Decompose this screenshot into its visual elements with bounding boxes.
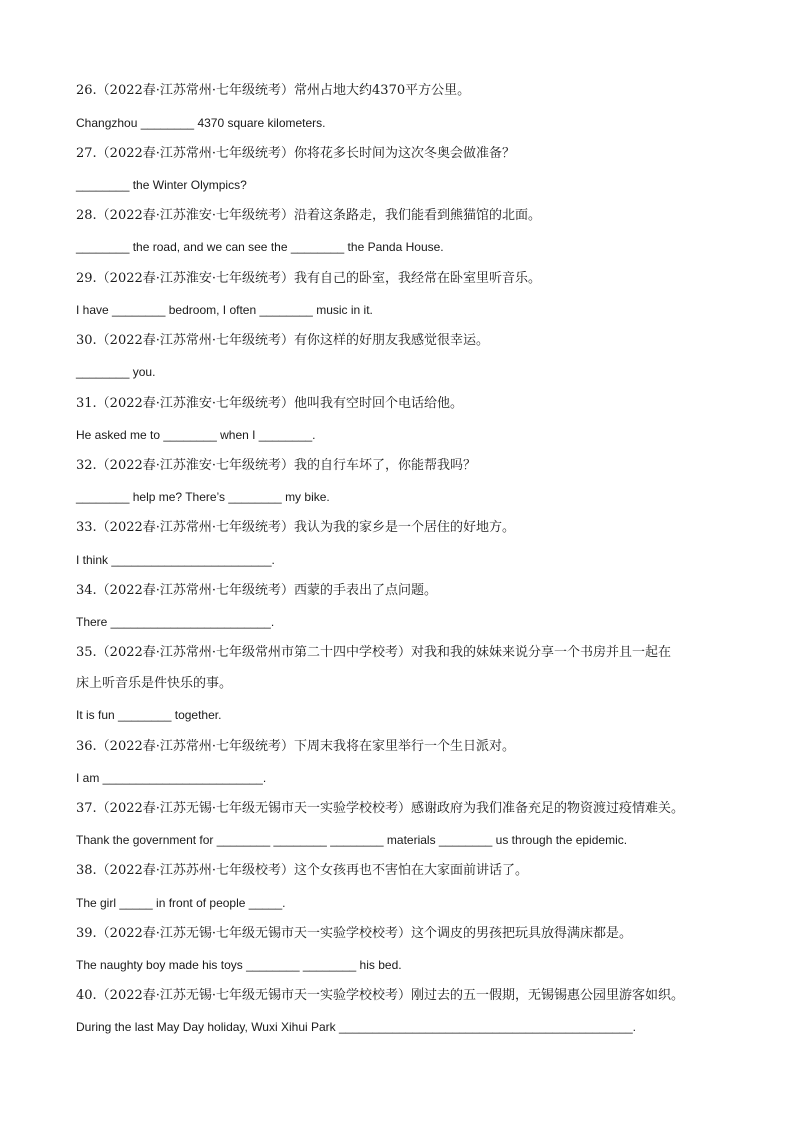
question-31: 31.（2022春·江苏淮安·七年级统考）他叫我有空时回个电话给他。 <box>76 396 464 411</box>
question-37: 37.（2022春·江苏无锡·七年级无锡市天一实验学校校考）感谢政府为我们准备充足的物资渡过疫情难关。 <box>76 801 685 816</box>
answer-line-39: The naughty boy made his toys ________ ________ his bed. <box>76 958 402 972</box>
answer-line-30: ________ you. <box>76 365 156 379</box>
question-39: 39.（2022春·江苏无锡·七年级无锡市天一实验学校校考）这个调皮的男孩把玩具放得满床都是。 <box>76 926 633 941</box>
question-38: 38.（2022春·江苏苏州·七年级校考）这个女孩再也不害怕在大家面前讲话了。 <box>76 863 529 878</box>
question-36: 36.（2022春·江苏常州·七年级统考）下周末我将在家里举行一个生日派对。 <box>76 739 516 754</box>
answer-line-35: It is fun ________ together. <box>76 708 222 722</box>
answer-line-37: Thank the government for ________ ________ ________ materials ________ us through the epidemic. <box>76 833 628 847</box>
question-34: 34.（2022春·江苏常州·七年级统考）西蒙的手表出了点问题。 <box>76 583 438 598</box>
question-29: 29.（2022春·江苏淮安·七年级统考）我有自己的卧室，我经常在卧室里听音乐。 <box>76 271 542 286</box>
answer-line-26: Changzhou ________ 4370 square kilometers. <box>76 116 326 130</box>
question-40: 40.（2022春·江苏无锡·七年级无锡市天一实验学校校考）刚过去的五一假期，无锡锡惠公园里游客如织。 <box>76 988 685 1003</box>
question-26: 26.（2022春·江苏常州·七年级统考）常州占地大约4370平方公里。 <box>76 83 471 98</box>
question-33: 33.（2022春·江苏常州·七年级统考）我认为我的家乡是一个居住的好地方。 <box>76 520 516 535</box>
answer-line-33: I think ________________________. <box>76 553 275 567</box>
answer-line-34: There ________________________. <box>76 615 275 629</box>
question-30: 30.（2022春·江苏常州·七年级统考）有你这样的好朋友我感觉很幸运。 <box>76 333 490 348</box>
answer-line-36: I am ________________________. <box>76 771 267 785</box>
answer-line-28: ________ the road, and we can see the ________ the Panda House. <box>76 240 444 254</box>
question-32: 32.（2022春·江苏淮安·七年级统考）我的自行车坏了，你能帮我吗？ <box>76 458 477 473</box>
answer-line-31: He asked me to ________ when I ________. <box>76 428 316 442</box>
question-35-continued: 床上听音乐是件快乐的事。 <box>76 676 233 691</box>
answer-line-29: I have ________ bedroom, I often ________ music in it. <box>76 303 373 317</box>
answer-line-38: The girl _____ in front of people _____. <box>76 896 286 910</box>
question-35: 35.（2022春·江苏常州·七年级常州市第二十四中学校考）对我和我的妹妹来说分享一个书房并且一起在 <box>76 645 672 660</box>
answer-line-32: ________ help me? There’s ________ my bike. <box>76 490 330 504</box>
answer-line-27: ________ the Winter Olympics? <box>76 178 247 192</box>
question-28: 28.（2022春·江苏淮安·七年级统考）沿着这条路走，我们能看到熊猫馆的北面。 <box>76 208 542 223</box>
question-27: 27.（2022春·江苏常州·七年级统考）你将花多长时间为这次冬奥会做准备？ <box>76 146 516 161</box>
answer-line-40: During the last May Day holiday, Wuxi Xihui Park ____________________________________________. <box>76 1020 636 1034</box>
